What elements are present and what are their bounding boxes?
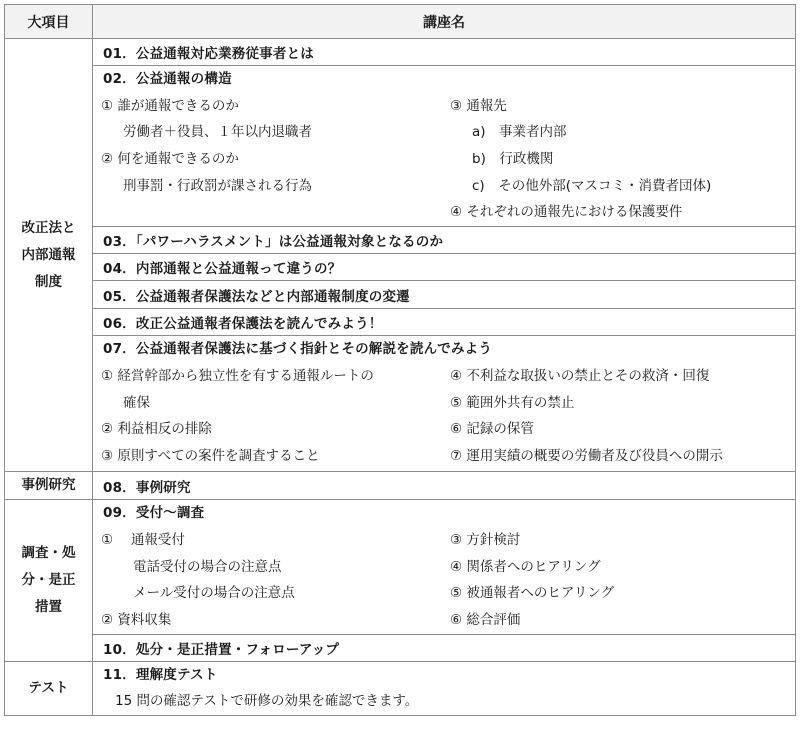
course-row-08	[5, 472, 796, 500]
course-title: 10．処分・是正措置・フォローアップ	[103, 642, 340, 659]
point-item: ④ 関係者へのヒアリング	[450, 558, 601, 575]
course-points	[93, 527, 795, 634]
category-investigation	[5, 500, 93, 662]
course-title: 07．公益通報者保護法に基づく指針とその解説を読んでみよう	[103, 341, 493, 358]
point-item: ① 経営幹部から独立性を有する通報ルートの	[101, 367, 374, 384]
course-note: 15 問の確認テストで研修の効果を確認できます。	[115, 692, 419, 709]
point-subitem: 刑事罰・行政罰が課される行為	[123, 177, 312, 194]
points-left	[93, 93, 450, 226]
course-row-01	[5, 39, 796, 66]
course-title: 01．公益通報対応業務従事者とは	[103, 46, 314, 62]
category-line: 改正法と	[21, 219, 76, 236]
point-item: ① 通報受付	[101, 531, 185, 548]
course-row-03	[5, 227, 796, 254]
point-item: ② 利益相反の排除	[101, 421, 212, 438]
header-course: 講座名	[93, 5, 796, 39]
point-subitem: c) その他外部(マスコミ・消費者団体)	[472, 177, 712, 194]
point-subitem: 労働者＋役員、１年以内退職者	[123, 124, 312, 141]
course-cell	[93, 227, 796, 254]
point-item: ④ それぞれの通報先における保護要件	[450, 204, 683, 221]
course-row-10	[5, 635, 796, 662]
point-item: ③ 原則すべての案件を調査すること	[101, 447, 320, 464]
course-title: 05．公益通報者保護法などと内部通報制度の変遷	[103, 288, 410, 305]
points-right	[450, 363, 795, 470]
course-title: 02．公益通報の構造	[103, 71, 232, 87]
course-cell	[93, 39, 796, 66]
header-category: 大項目	[5, 5, 93, 39]
point-subitem: メール受付の場合の注意点	[133, 585, 295, 602]
course-row-07	[5, 336, 796, 472]
point-subitem: 電話受付の場合の注意点	[133, 558, 282, 575]
category-case-study: 事例研究	[5, 472, 93, 500]
point-item: ⑥ 記録の保管	[450, 421, 534, 438]
point-subitem: b) 行政機関	[472, 151, 554, 168]
course-points	[93, 93, 795, 226]
point-item: ③ 通報先	[450, 97, 507, 114]
course-title: 06．改正公益通報者保護法を読んでみよう！	[103, 316, 383, 333]
course-cell	[93, 309, 796, 336]
category-line: 調査・処	[21, 545, 76, 562]
course-cell	[93, 336, 796, 472]
course-title: 11．理解度テスト	[103, 667, 218, 684]
point-subitem: 確保	[123, 394, 150, 411]
category-line: 措置	[35, 599, 62, 616]
category-amended-law	[5, 39, 93, 472]
point-item: ⑦ 運用実績の概要の労働者及び役員への開示	[450, 447, 723, 464]
course-row-11	[5, 662, 796, 716]
course-row-02	[5, 66, 796, 227]
course-title: 04．内部通報と公益通報って違うの？	[103, 261, 342, 278]
point-subitem: a) 事業者内部	[472, 124, 567, 141]
point-item: ① 誰が通報できるのか	[101, 97, 239, 114]
point-item: ⑥ 総合評価	[450, 611, 521, 628]
course-cell	[93, 281, 796, 309]
category-line: 制度	[35, 273, 62, 290]
course-row-06	[5, 309, 796, 336]
points-left	[93, 527, 450, 634]
points-left	[93, 363, 450, 470]
course-title: 08．事例研究	[103, 479, 191, 496]
point-item: ② 何を通報できるのか	[101, 151, 239, 168]
course-row-05	[5, 281, 796, 309]
category-line: 分・是正	[21, 572, 76, 589]
course-table	[4, 4, 796, 716]
course-points	[93, 363, 795, 470]
course-cell	[93, 500, 796, 635]
point-item: ④ 不利益な取扱いの禁止とその救済・回復	[450, 367, 710, 384]
course-cell	[93, 66, 796, 227]
points-right	[450, 527, 795, 634]
point-item: ⑤ 範囲外共有の禁止	[450, 394, 575, 411]
category-test: テスト	[5, 662, 93, 716]
points-right	[450, 93, 795, 226]
course-cell	[93, 254, 796, 281]
course-cell	[93, 635, 796, 662]
course-title: 09．受付～調査	[103, 505, 205, 522]
category-line: 内部通報	[21, 246, 76, 263]
table-header-row	[5, 5, 796, 39]
course-cell	[93, 472, 796, 500]
course-title: 03．「パワーハラスメント」は公益通報対象となるのか	[103, 234, 444, 251]
course-row-09	[5, 500, 796, 635]
course-row-04	[5, 254, 796, 281]
point-item: ③ 方針検討	[450, 531, 521, 548]
course-cell	[93, 662, 796, 716]
point-item: ⑤ 被通報者へのヒアリング	[450, 585, 615, 602]
point-item: ② 資料収集	[101, 611, 172, 628]
